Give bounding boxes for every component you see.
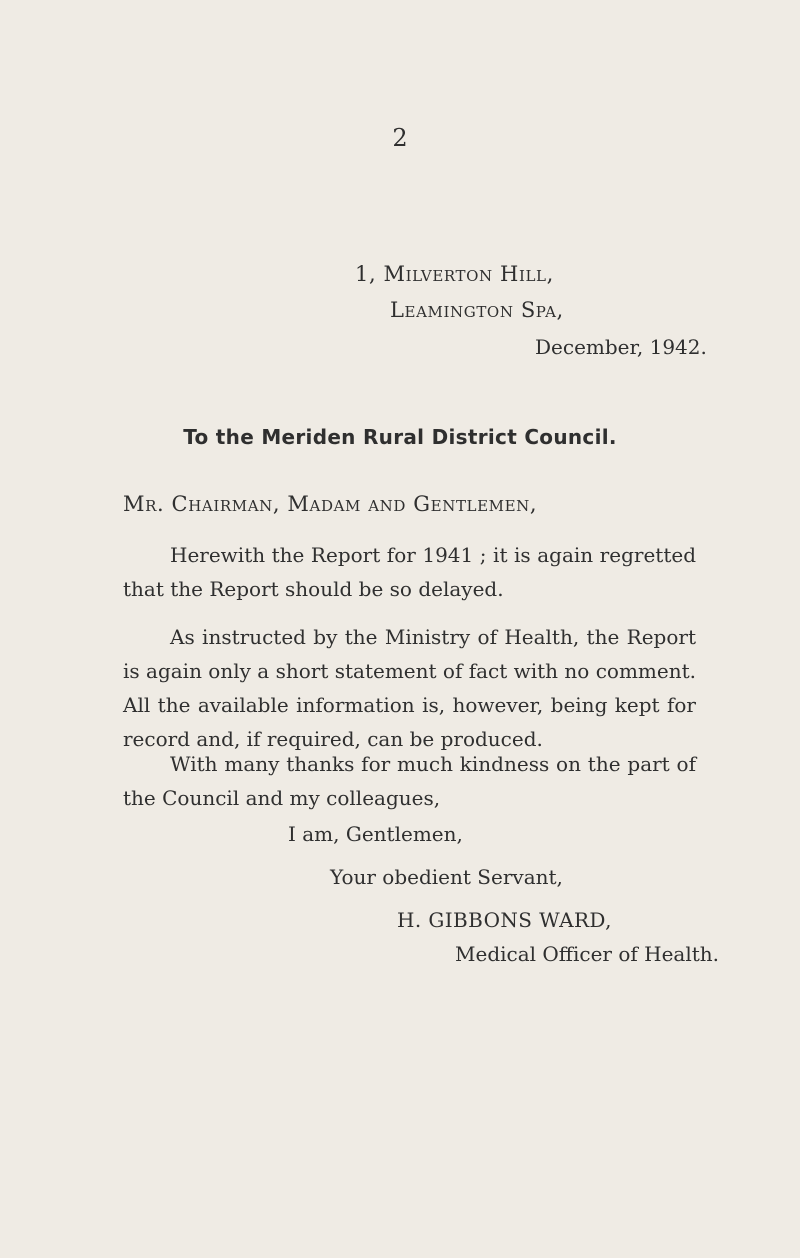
salutation: Mr. Chairman, Madam and Gentlemen, (123, 492, 538, 516)
paragraph-ministry-instruction: As instructed by the Ministry of Health, the Report is again only a short statement of fact with no comment. All the available information is, however, being kept for record and, if required, can be produced. (123, 625, 696, 751)
addressee-heading: To the Meriden Rural District Council. (183, 425, 617, 449)
closing-valediction: Your obedient Servant, (330, 865, 563, 889)
closing-greeting: I am, Gentlemen, (288, 822, 463, 846)
address-line-2: Leamington Spa, (390, 298, 564, 322)
address-line-1: 1, Milverton Hill, (355, 262, 554, 286)
signature-name: H. GIBBONS WARD, (397, 908, 612, 932)
paragraph-report-delay: Herewith the Report for 1941 ; it is again regretted that the Report should be so delayed. (123, 543, 696, 601)
letter-date: December, 1942. (535, 335, 707, 359)
page-number: 2 (392, 124, 408, 152)
paragraph-thanks: With many thanks for much kindness on the part of the Council and my colleagues, (123, 752, 696, 810)
signature-title: Medical Officer of Health. (455, 942, 720, 966)
